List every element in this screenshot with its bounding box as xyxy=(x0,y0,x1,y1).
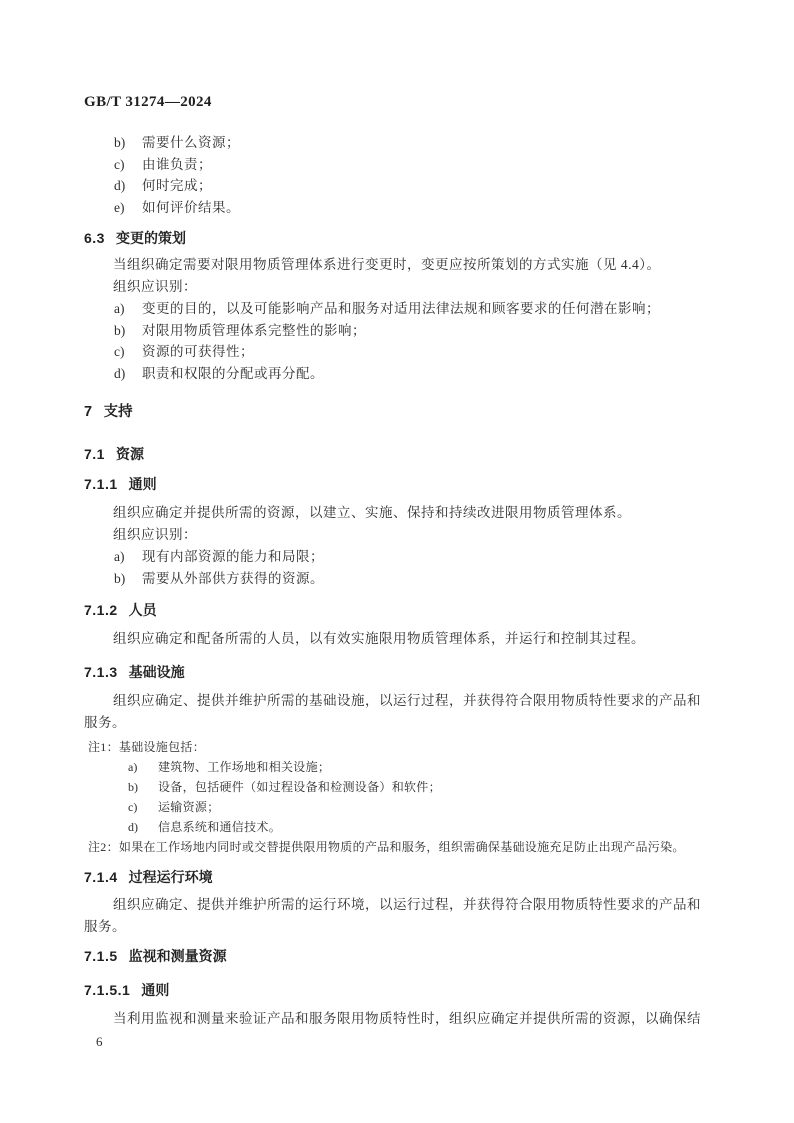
clause-6-3-paragraph: 组织应识别： xyxy=(113,279,197,294)
clause-7-1-5-1-paragraph: 当利用监视和测量来验证产品和服务限用物质特性时，组织应确定并提供所需的资源，以确保结 xyxy=(113,1011,701,1026)
clause-number: 7.1 xyxy=(84,446,105,462)
clause-number: 7 xyxy=(84,404,93,420)
list-item-text: 需要从外部供方获得的资源。 xyxy=(142,570,324,586)
clause-7-heading xyxy=(84,404,710,420)
list-item xyxy=(84,154,710,176)
note-list-item xyxy=(128,757,710,777)
note-label: 注2： xyxy=(88,840,119,854)
clause-7-1-2-heading xyxy=(84,602,710,618)
list-item xyxy=(84,568,710,590)
list-item-text: 信息系统和通信技术。 xyxy=(158,820,282,834)
list-item-text: 变更的目的，以及可能影响产品和服务对适用法律法规和顾客要求的任何潜在影响； xyxy=(142,301,660,316)
note-list-item xyxy=(128,797,710,817)
list-item-text: 现有内部资源的能力和局限； xyxy=(142,549,324,564)
list-item xyxy=(84,546,710,568)
list-item xyxy=(84,298,710,320)
clause-6-3-heading xyxy=(84,230,710,246)
doc-code: GB/T 31274—2024 xyxy=(84,94,212,110)
clause-title: 通则 xyxy=(128,476,157,492)
list-item-label: c) xyxy=(114,156,125,172)
clause-number: 7.1.3 xyxy=(84,664,118,680)
list-item-text: 运输资源； xyxy=(158,800,220,814)
list-item-text: 何时完成； xyxy=(142,178,212,193)
list-item xyxy=(84,197,710,219)
list-item-label: e) xyxy=(114,199,125,215)
list-item-label: a) xyxy=(114,301,125,316)
list-item-label: a) xyxy=(128,760,138,774)
list-item-text: 由谁负责； xyxy=(142,156,212,172)
clause-7-1-1-paragraph: 组织应识别： xyxy=(113,527,197,542)
clause-6-3-paragraph: 当组织确定需要对限用物质管理体系进行变更时，变更应按所策划的方式实施（见 4.4）。 xyxy=(113,257,661,272)
note-list-item xyxy=(128,817,710,837)
list-item-text: 需要什么资源； xyxy=(142,135,240,150)
note-list-item xyxy=(128,777,710,797)
clause-7-1-3-heading xyxy=(84,664,710,680)
clause-number: 7.1.2 xyxy=(84,602,118,618)
clause-title: 变更的策划 xyxy=(115,230,186,246)
list-item-label: d) xyxy=(114,178,126,193)
clause-title: 通则 xyxy=(141,982,170,998)
list-item-label: a) xyxy=(114,549,125,564)
list-item xyxy=(84,132,710,154)
clause-7-1-1-list xyxy=(84,546,710,589)
clause-number: 7.1.5.1 xyxy=(84,982,131,998)
continuation-list xyxy=(84,132,710,218)
clause-6-3-list xyxy=(84,298,710,384)
list-item xyxy=(84,341,710,363)
clause-title: 资源 xyxy=(115,446,144,462)
clause-title: 过程运行环境 xyxy=(128,869,213,885)
page-number: 6 xyxy=(96,1034,103,1049)
clause-7-1-5-1-heading xyxy=(84,982,710,998)
list-item-label: b) xyxy=(114,570,126,586)
list-item-text: 对限用物质管理体系完整性的影响； xyxy=(142,322,366,338)
list-item-label: b) xyxy=(114,322,126,338)
list-item xyxy=(84,175,710,197)
list-item-label: b) xyxy=(128,780,138,794)
clause-7-1-4-paragraph: 组织应确定、提供并维护所需的运行环境，以运行过程，并获得符合限用物质特性要求的产品和服务。 xyxy=(84,897,701,934)
list-item-label: c) xyxy=(114,344,125,359)
clause-7-1-1-paragraph: 组织应确定并提供所需的资源，以建立、实施、保持和持续改进限用物质管理体系。 xyxy=(113,505,631,520)
list-item-text: 职责和权限的分配或再分配。 xyxy=(142,365,324,381)
clause-7-1-2-paragraph: 组织应确定和配备所需的人员，以有效实施限用物质管理体系，并运行和控制其过程。 xyxy=(113,631,645,646)
note-2 xyxy=(88,837,710,857)
clause-title: 监视和测量资源 xyxy=(128,948,227,964)
list-item xyxy=(84,363,710,385)
clause-number: 6.3 xyxy=(84,230,105,246)
list-item-text: 如何评价结果。 xyxy=(142,199,240,215)
clause-title: 基础设施 xyxy=(128,664,185,680)
note-1 xyxy=(88,737,710,757)
clause-7-1-1-heading xyxy=(84,476,710,492)
note-text: 基础设施包括： xyxy=(118,740,206,754)
clause-7-1-3-paragraph: 组织应确定、提供并维护所需的基础设施，以运行过程，并获得符合限用物质特性要求的产品和服务。 xyxy=(84,693,701,730)
list-item-label: b) xyxy=(114,135,126,150)
list-item-text: 建筑物、工作场地和相关设施； xyxy=(158,760,331,774)
list-item-text: 设备，包括硬件（如过程设备和检测设备）和软件； xyxy=(158,780,441,794)
clause-7-1-5-heading xyxy=(84,948,710,964)
list-item-label: d) xyxy=(128,820,138,834)
clause-number: 7.1.4 xyxy=(84,869,118,885)
list-item-label: c) xyxy=(128,800,138,814)
list-item-text: 资源的可获得性； xyxy=(142,344,254,359)
clause-7-1-heading xyxy=(84,446,710,462)
list-item-label: d) xyxy=(114,365,126,381)
clause-title: 人员 xyxy=(128,602,157,618)
list-item xyxy=(84,320,710,342)
clause-title: 支持 xyxy=(103,404,133,420)
clause-number: 7.1.1 xyxy=(84,476,118,492)
note-1-list xyxy=(84,757,710,837)
note-text: 如果在工作场地内同时或交替提供限用物质的产品和服务，组织需确保基础设施充足防止出现产品污染。 xyxy=(118,840,685,854)
clause-number: 7.1.5 xyxy=(84,948,118,964)
clause-7-1-4-heading xyxy=(84,869,710,885)
note-label: 注1： xyxy=(88,740,119,754)
